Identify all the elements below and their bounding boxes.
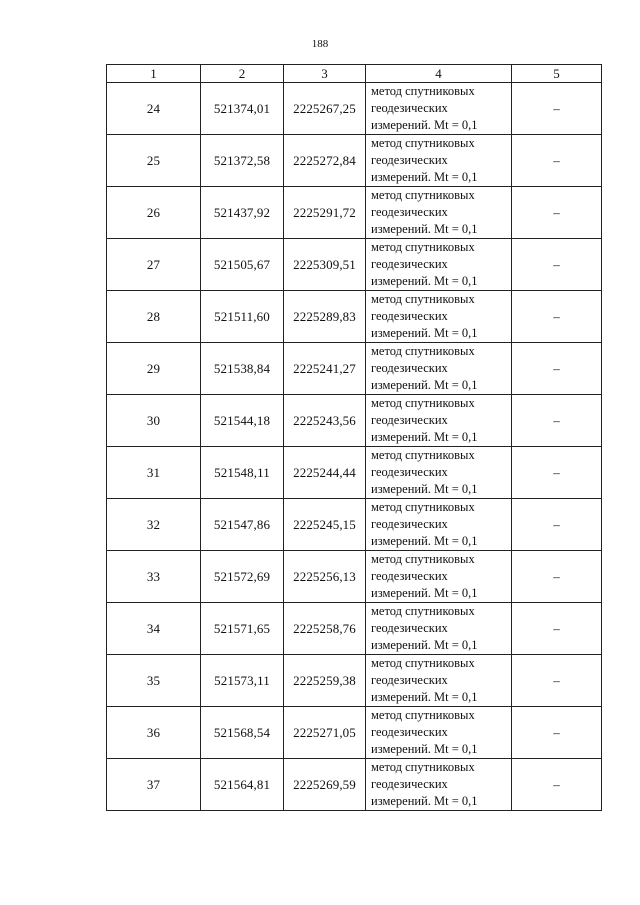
coord-y: 2225269,59	[284, 759, 366, 811]
method-description	[366, 83, 512, 135]
header-row	[107, 65, 602, 83]
table-row	[107, 187, 602, 239]
page-number: 188	[311, 38, 329, 50]
point-number: 36	[107, 707, 201, 759]
method-line-1: метод спутниковых	[371, 136, 475, 150]
method-line-3: измерений. Mt = 0,1	[371, 274, 478, 288]
coord-x: 521544,18	[201, 395, 284, 447]
coord-y: 2225256,13	[284, 551, 366, 603]
method-line-2: геодезических	[371, 361, 448, 375]
method-line-2: геодезических	[371, 673, 448, 687]
point-number: 35	[107, 655, 201, 707]
table-row	[107, 707, 602, 759]
method-line-3: измерений. Mt = 0,1	[371, 638, 478, 652]
note-dash: –	[512, 83, 602, 135]
note-dash: –	[512, 603, 602, 655]
coord-x: 521572,69	[201, 551, 284, 603]
note-dash: –	[512, 395, 602, 447]
coord-y: 2225289,83	[284, 291, 366, 343]
table-row	[107, 395, 602, 447]
table-row	[107, 759, 602, 811]
header-col-2: 2	[201, 65, 284, 83]
method-line-1: метод спутниковых	[371, 500, 475, 514]
coord-y: 2225272,84	[284, 135, 366, 187]
method-line-1: метод спутниковых	[371, 604, 475, 618]
coord-y: 2225259,38	[284, 655, 366, 707]
coord-y: 2225241,27	[284, 343, 366, 395]
method-line-1: метод спутниковых	[371, 708, 475, 722]
method-line-1: метод спутниковых	[371, 656, 475, 670]
point-number: 31	[107, 447, 201, 499]
coord-x: 521571,65	[201, 603, 284, 655]
point-number: 30	[107, 395, 201, 447]
method-line-2: геодезических	[371, 153, 448, 167]
coord-x: 521548,11	[201, 447, 284, 499]
method-line-2: геодезических	[371, 257, 448, 271]
method-line-1: метод спутниковых	[371, 760, 475, 774]
method-line-3: измерений. Mt = 0,1	[371, 430, 478, 444]
method-line-2: геодезических	[371, 621, 448, 635]
method-line-2: геодезических	[371, 309, 448, 323]
coord-y: 2225271,05	[284, 707, 366, 759]
method-line-3: измерений. Mt = 0,1	[371, 482, 478, 496]
note-dash: –	[512, 239, 602, 291]
method-description	[366, 395, 512, 447]
method-line-3: измерений. Mt = 0,1	[371, 326, 478, 340]
point-number: 24	[107, 83, 201, 135]
coord-y: 2225267,25	[284, 83, 366, 135]
header-col-1: 1	[107, 65, 201, 83]
method-line-2: геодезических	[371, 205, 448, 219]
method-description	[366, 603, 512, 655]
table-row	[107, 447, 602, 499]
coord-y: 2225291,72	[284, 187, 366, 239]
table-row	[107, 291, 602, 343]
method-description	[366, 499, 512, 551]
method-description	[366, 447, 512, 499]
table-row	[107, 343, 602, 395]
method-line-3: измерений. Mt = 0,1	[371, 742, 478, 756]
method-line-1: метод спутниковых	[371, 448, 475, 462]
method-line-3: измерений. Mt = 0,1	[371, 118, 478, 132]
point-number: 27	[107, 239, 201, 291]
method-line-1: метод спутниковых	[371, 292, 475, 306]
point-number: 29	[107, 343, 201, 395]
method-description	[366, 187, 512, 239]
method-description	[366, 759, 512, 811]
method-line-1: метод спутниковых	[371, 344, 475, 358]
method-line-2: геодезических	[371, 725, 448, 739]
method-line-3: измерений. Mt = 0,1	[371, 170, 478, 184]
coord-y: 2225258,76	[284, 603, 366, 655]
coord-x: 521573,11	[201, 655, 284, 707]
note-dash: –	[512, 291, 602, 343]
method-line-1: метод спутниковых	[371, 552, 475, 566]
table-row	[107, 499, 602, 551]
note-dash: –	[512, 447, 602, 499]
method-description	[366, 655, 512, 707]
table-row	[107, 603, 602, 655]
method-line-3: измерений. Mt = 0,1	[371, 222, 478, 236]
coord-x: 521374,01	[201, 83, 284, 135]
table-row	[107, 135, 602, 187]
method-description	[366, 551, 512, 603]
coord-x: 521538,84	[201, 343, 284, 395]
note-dash: –	[512, 759, 602, 811]
table-row	[107, 655, 602, 707]
method-line-1: метод спутниковых	[371, 396, 475, 410]
note-dash: –	[512, 499, 602, 551]
note-dash: –	[512, 551, 602, 603]
point-number: 28	[107, 291, 201, 343]
table-row	[107, 551, 602, 603]
method-line-1: метод спутниковых	[371, 188, 475, 202]
point-number: 34	[107, 603, 201, 655]
method-line-2: геодезических	[371, 517, 448, 531]
point-number: 25	[107, 135, 201, 187]
point-number: 33	[107, 551, 201, 603]
method-line-1: метод спутниковых	[371, 84, 475, 98]
method-line-2: геодезических	[371, 777, 448, 791]
note-dash: –	[512, 707, 602, 759]
method-description	[366, 239, 512, 291]
method-line-1: метод спутниковых	[371, 240, 475, 254]
coord-x: 521505,67	[201, 239, 284, 291]
method-line-2: геодезических	[371, 413, 448, 427]
method-line-3: измерений. Mt = 0,1	[371, 378, 478, 392]
coord-x: 521511,60	[201, 291, 284, 343]
method-line-3: измерений. Mt = 0,1	[371, 690, 478, 704]
point-number: 37	[107, 759, 201, 811]
method-line-3: измерений. Mt = 0,1	[371, 794, 478, 808]
coord-y: 2225243,56	[284, 395, 366, 447]
coord-x: 521568,54	[201, 707, 284, 759]
table-row	[107, 239, 602, 291]
header-col-5: 5	[512, 65, 602, 83]
coord-x: 521547,86	[201, 499, 284, 551]
method-line-2: геодезических	[371, 465, 448, 479]
method-description	[366, 135, 512, 187]
coord-y: 2225309,51	[284, 239, 366, 291]
method-description	[366, 707, 512, 759]
method-line-2: геодезических	[371, 569, 448, 583]
method-description	[366, 343, 512, 395]
note-dash: –	[512, 135, 602, 187]
method-line-2: геодезических	[371, 101, 448, 115]
point-number: 32	[107, 499, 201, 551]
table-body	[107, 83, 602, 811]
note-dash: –	[512, 187, 602, 239]
coord-x: 521437,92	[201, 187, 284, 239]
note-dash: –	[512, 343, 602, 395]
method-line-3: измерений. Mt = 0,1	[371, 534, 478, 548]
note-dash: –	[512, 655, 602, 707]
coord-x: 521564,81	[201, 759, 284, 811]
coordinates-table	[106, 64, 602, 811]
coord-y: 2225245,15	[284, 499, 366, 551]
coord-x: 521372,58	[201, 135, 284, 187]
header-col-3: 3	[284, 65, 366, 83]
method-line-3: измерений. Mt = 0,1	[371, 586, 478, 600]
table-row	[107, 83, 602, 135]
method-description	[366, 291, 512, 343]
point-number: 26	[107, 187, 201, 239]
coord-y: 2225244,44	[284, 447, 366, 499]
header-col-4: 4	[366, 65, 512, 83]
